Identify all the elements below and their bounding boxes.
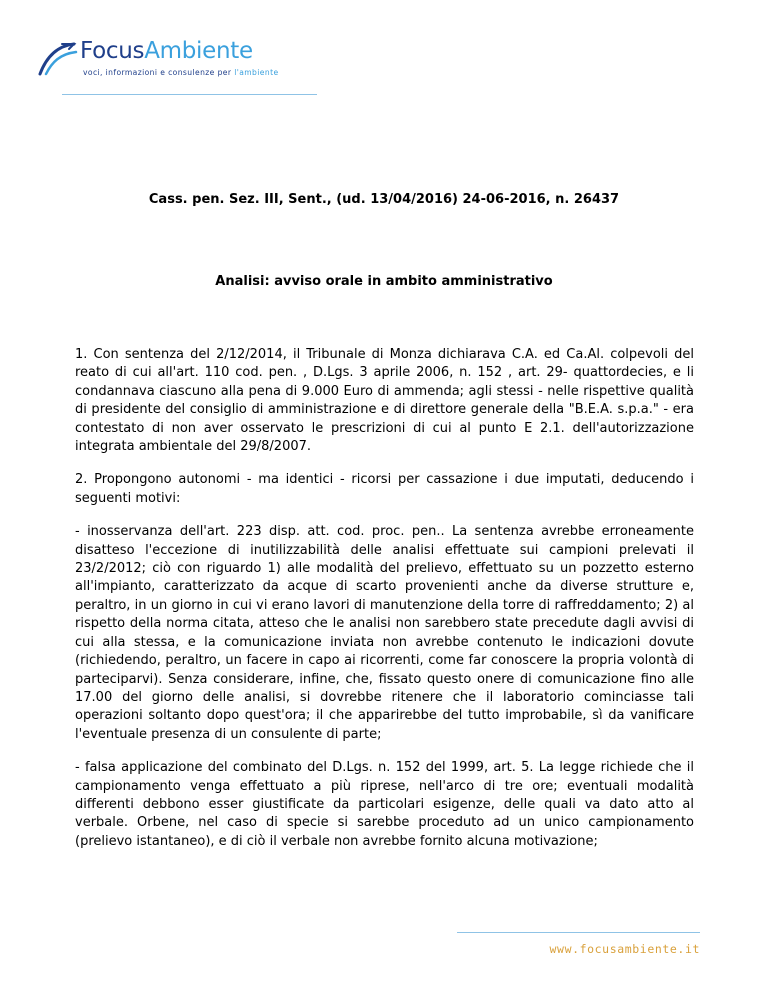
paragraph: 1. Con sentenza del 2/12/2014, il Tribunale di Monza dichiarava C.A. ed Ca.Al. colpevoli del reato di cui all'art. 110 cod. pen. , D.Lgs. 3 aprile 2006, n. 152 , art. 29- quattordecies, e li condannava ciascuno alla pena di 9.000 Euro di ammenda; agli stessi - nelle rispettive qualità di presidente del consiglio di amministrazione e di direttore generale della "B.E.A. s.p.a." - era contestato di non aver osservato le prescrizioni di cui al punto E 2.1. dell'autorizzazione integrata ambientale del 29/8/2007.: [75, 347, 694, 455]
document-title: Cass. pen. Sez. III, Sent., (ud. 13/04/2016) 24-06-2016, n. 26437: [148, 192, 620, 207]
footer-divider: [457, 932, 700, 933]
logo-swoosh-icon: [36, 38, 80, 78]
document-body: [75, 346, 694, 866]
header-divider: [62, 94, 317, 95]
document-subtitle: Analisi: avviso orale in ambito amministrativo: [215, 274, 553, 289]
logo-ambiente-text: Ambiente: [144, 38, 253, 64]
paragraph: - falsa applicazione del combinato del D.Lgs. n. 152 del 1999, art. 5. La legge richiede che il campionamento venga effettuato a più riprese, nell'arco di tre ore; eventuali modalità differenti debbono esser giustificate da particolari esigenze, delle quali va dato atto al verbale. Orbene, nel caso di specie si sarebbe proceduto ad un unico campionamento (prelievo istantaneo), e di ciò il verbale non avrebbe fornito alcuna motivazione;: [75, 760, 694, 849]
logo-wordmark: [80, 38, 253, 64]
focusambiente-logo: [36, 36, 279, 84]
logo-focus-text: Focus: [80, 38, 145, 64]
paragraph: - inosservanza dell'art. 223 disp. att. cod. proc. pen.. La sentenza avrebbe erroneamente disatteso l'eccezione di inutilizzabilità delle analisi effettuate sui campioni prelevati il 23/2/2012; ciò con riguardo 1) alle modalità del prelievo, effettuato su un pozzetto esterno all'impianto, caratterizzato da acque di scarto provenienti anche da diverse strutture e, peraltro, in un giorno in cui vi erano lavori di manutenzione della torre di raffreddamento; 2) al rispetto della norma citata, atteso che le analisi non sarebbero state precedute dagli avvisi di cui alla stessa, e la comunicazione inviata non avrebbe contenuto le indicazioni dovute (richiedendo, peraltro, un facere in capo ai ricorrenti, come far conoscere la propria volontà di parteciparvi). Senza considerare, infine, che, fissato questo onere di comunicazione fino alle 17.00 del giorno delle analisi, si dovrebbe ritenere che il laboratorio cominciasse tali operazioni soltanto dopo quest'ora; il che apparirebbe del tutto improbabile, sì da vanificare l'eventuale presenza di un consulente di parte;: [75, 524, 694, 742]
footer-website-url: www.focusambiente.it: [549, 942, 700, 956]
paragraph: 2. Propongono autonomi - ma identici - ricorsi per cassazione i due imputati, deducendo i seguenti motivi:: [75, 472, 694, 506]
tagline-main: voci, informazioni e consulenze per: [83, 68, 235, 77]
logo-tagline: [83, 68, 279, 77]
tagline-accent: l'ambiente: [234, 68, 279, 77]
